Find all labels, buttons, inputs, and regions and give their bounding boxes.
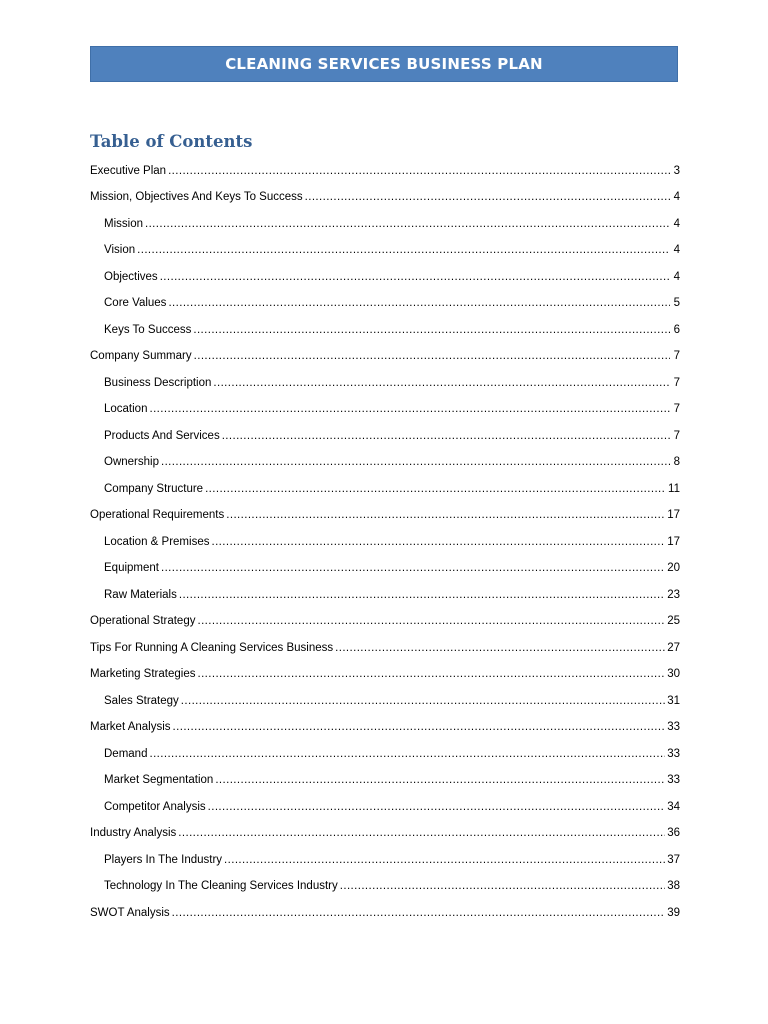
toc-dot-leader [215, 774, 665, 788]
toc-entry[interactable] [90, 417, 680, 444]
toc-entry-page-number: 25 [667, 615, 680, 627]
toc-entry-page-number: 7 [673, 376, 680, 389]
toc-entry[interactable] [90, 762, 680, 789]
toc-dot-leader [226, 509, 665, 523]
toc-entry-page-number: 7 [673, 350, 680, 362]
toc-dot-leader [205, 483, 666, 497]
toc-entry-title: Mission [104, 217, 143, 230]
toc-entry[interactable] [90, 682, 680, 709]
toc-entry-page-number: 31 [667, 694, 680, 707]
toc-dot-leader [181, 695, 665, 709]
toc-entry-title: Ownership [104, 456, 159, 468]
toc-entry[interactable] [90, 258, 680, 285]
toc-dot-leader [173, 721, 666, 735]
toc-entry-title: Location & Premises [104, 535, 210, 548]
toc-entry-page-number: 5 [673, 297, 680, 309]
toc-dot-leader [213, 377, 670, 391]
toc-entry[interactable] [90, 815, 680, 842]
toc-entry-page-number: 27 [667, 641, 680, 654]
toc-dot-leader [149, 748, 665, 762]
toc-entry[interactable] [90, 470, 680, 497]
toc-entry[interactable] [90, 311, 680, 338]
toc-entry-title: Market Analysis [90, 721, 171, 733]
toc-dot-leader [168, 165, 670, 179]
toc-entry-title: Tips For Running A Cleaning Services Business [90, 641, 334, 654]
toc-entry[interactable] [90, 523, 680, 550]
document-title-banner [90, 46, 678, 82]
toc-entry-page-number: 23 [667, 588, 680, 601]
toc-entry-title: Company Summary [90, 350, 192, 362]
toc-entry-title: Equipment [104, 562, 159, 574]
toc-entry-page-number: 4 [673, 244, 680, 256]
toc-dot-leader [168, 297, 670, 311]
toc-entry-page-number: 7 [673, 429, 680, 442]
toc-entry-page-number: 30 [667, 668, 680, 680]
toc-entry-title: Demand [104, 747, 148, 760]
toc-entry-title: Executive Plan [90, 164, 167, 177]
toc-entry-page-number: 37 [667, 853, 680, 866]
toc-entry-title: Sales Strategy [104, 694, 179, 707]
toc-entry-page-number: 33 [667, 721, 680, 733]
toc-entry-page-number: 3 [673, 164, 680, 177]
toc-entry-title: Operational Strategy [90, 615, 196, 627]
toc-dot-leader [137, 244, 670, 258]
toc-entry[interactable] [90, 179, 680, 206]
toc-dot-leader [197, 668, 665, 682]
toc-entry-title: Mission, Objectives And Keys To Success [90, 191, 303, 203]
toc-dot-leader [197, 615, 665, 629]
toc-entry-title: Objectives [104, 270, 158, 283]
table-of-contents [90, 152, 680, 921]
toc-entry-page-number: 4 [673, 270, 680, 283]
toc-dot-leader [335, 642, 665, 656]
toc-entry-page-number: 33 [667, 774, 680, 786]
toc-dot-leader [305, 191, 670, 205]
toc-dot-leader [224, 854, 665, 868]
toc-entry-title: SWOT Analysis [90, 906, 170, 919]
toc-dot-leader [178, 827, 665, 841]
toc-entry-title: Industry Analysis [90, 827, 177, 839]
toc-entry[interactable] [90, 868, 680, 895]
document-title: CLEANING SERVICES BUSINESS PLAN [225, 55, 543, 73]
toc-entry-title: Vision [104, 244, 136, 256]
toc-heading: Table of Contents [90, 132, 253, 151]
toc-dot-leader [193, 324, 670, 338]
toc-entry-page-number: 8 [673, 456, 680, 468]
toc-dot-leader [145, 218, 670, 232]
toc-entry-page-number: 17 [667, 535, 680, 548]
toc-entry-title: Technology In The Cleaning Services Industry [104, 880, 338, 892]
toc-entry-title: Marketing Strategies [90, 668, 196, 680]
toc-entry-page-number: 36 [667, 827, 680, 839]
toc-entry[interactable] [90, 735, 680, 762]
toc-entry[interactable] [90, 788, 680, 815]
toc-entry-page-number: 39 [667, 906, 680, 919]
toc-entry-title: Business Description [104, 376, 212, 389]
toc-dot-leader [160, 271, 670, 285]
toc-entry-title: Keys To Success [104, 323, 192, 336]
toc-entry[interactable] [90, 629, 680, 656]
toc-dot-leader [179, 589, 665, 603]
toc-entry-page-number: 7 [673, 403, 680, 415]
toc-entry[interactable] [90, 391, 680, 418]
toc-entry-title: Competitor Analysis [104, 800, 206, 813]
toc-dot-leader [211, 536, 665, 550]
toc-entry-title: Raw Materials [104, 588, 177, 601]
toc-entry[interactable] [90, 894, 680, 921]
toc-entry-page-number: 17 [667, 509, 680, 521]
toc-entry-page-number: 34 [667, 800, 680, 813]
toc-entry-page-number: 38 [667, 880, 680, 892]
toc-dot-leader [194, 350, 670, 364]
toc-entry[interactable] [90, 709, 680, 736]
toc-dot-leader [149, 403, 670, 417]
toc-entry-page-number: 33 [667, 747, 680, 760]
toc-entry-page-number: 11 [668, 482, 680, 495]
toc-entry-title: Market Segmentation [104, 774, 214, 786]
toc-dot-leader [222, 430, 670, 444]
toc-entry[interactable] [90, 285, 680, 312]
toc-entry[interactable] [90, 232, 680, 259]
toc-entry[interactable] [90, 444, 680, 471]
toc-entry-page-number: 20 [667, 562, 680, 574]
toc-entry-title: Players In The Industry [104, 853, 223, 866]
toc-entry-page-number: 4 [673, 217, 680, 230]
toc-entry[interactable] [90, 338, 680, 365]
toc-entry[interactable] [90, 497, 680, 524]
toc-entry-title: Operational Requirements [90, 509, 225, 521]
toc-entry-title: Core Values [104, 297, 167, 309]
toc-entry[interactable] [90, 841, 680, 868]
toc-dot-leader [172, 907, 666, 921]
toc-entry[interactable] [90, 364, 680, 391]
toc-dot-leader [161, 456, 670, 470]
toc-entry[interactable] [90, 656, 680, 683]
toc-entry[interactable] [90, 603, 680, 630]
toc-dot-leader [208, 801, 666, 815]
toc-entry[interactable] [90, 576, 680, 603]
toc-entry-title: Company Structure [104, 482, 204, 495]
toc-entry-title: Location [104, 403, 148, 415]
toc-entry[interactable] [90, 152, 680, 179]
toc-entry[interactable] [90, 205, 680, 232]
toc-dot-leader [340, 880, 665, 894]
toc-entry[interactable] [90, 550, 680, 577]
toc-dot-leader [161, 562, 665, 576]
toc-entry-page-number: 4 [673, 191, 680, 203]
toc-entry-title: Products And Services [104, 429, 220, 442]
toc-entry-page-number: 6 [673, 323, 680, 336]
